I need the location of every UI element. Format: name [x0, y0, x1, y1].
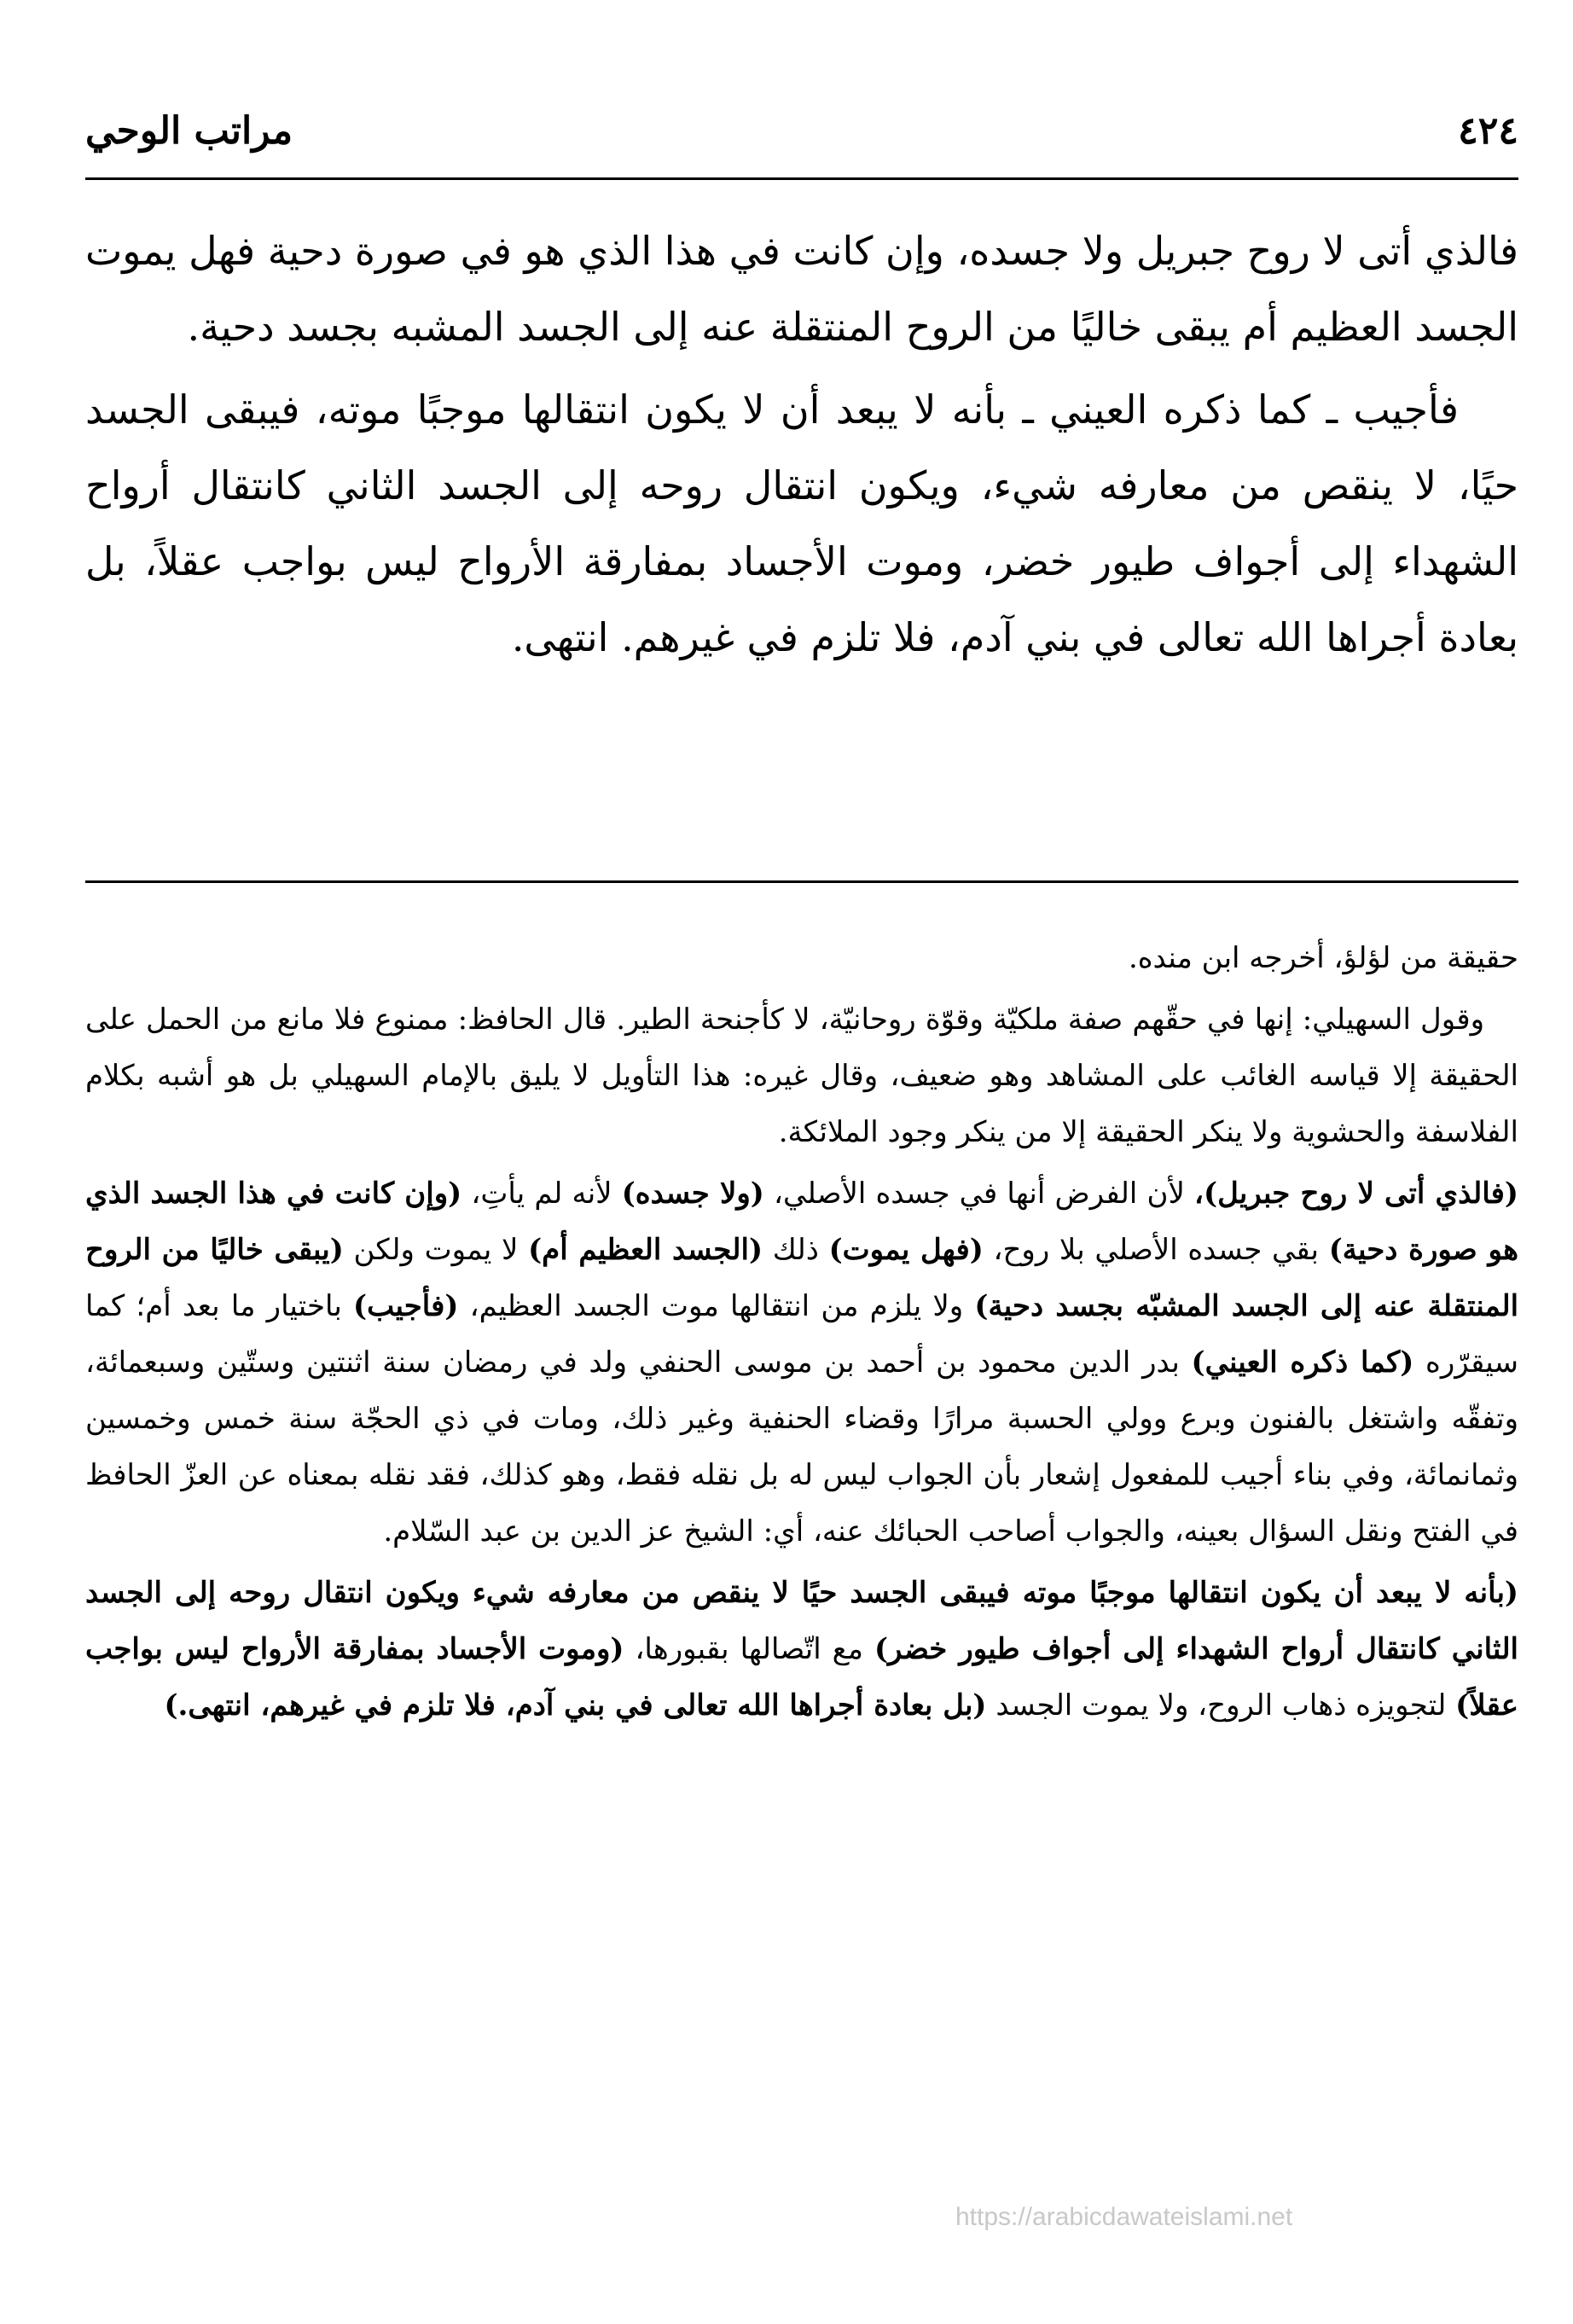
commentary-text: لا يموت ولكن [343, 1233, 529, 1267]
commentary-text: لأن الفرض أنها في جسده الأصلي، [763, 1177, 1195, 1211]
page-number: ٤٢٤ [1458, 109, 1518, 153]
footnote-divider [85, 880, 1518, 883]
commentary-paragraph-3 [85, 1165, 1518, 1560]
commentary-text: ولا يلزم من انتقالها موت الجسد العظيم، [458, 1289, 975, 1323]
quoted-text: (وإن كانت في هذا الجسد الذي هو صورة دحية) [85, 1177, 1519, 1267]
quoted-text: (فالذي أتى لا روح جبريل)، [1194, 1177, 1518, 1211]
commentary-text: بقي جسده الأصلي بلا روح، [983, 1233, 1329, 1267]
header-rule [85, 177, 1518, 180]
quoted-text: (فأجيب) [353, 1289, 459, 1323]
commentary-text: مع اتّصالها بقبورها، [624, 1632, 874, 1666]
quoted-text: (بأنه لا يبعد أن يكون انتقالها موجبًا موته فيبقى الجسد حيًا لا ينقص من معارفه شيء ويكون انتقال روحه إلى الجسد الثاني كانتقال أرواح الشهداء إلى أجواف طيور خضر) [85, 1576, 1518, 1666]
main-text [85, 213, 1518, 676]
commentary-paragraph-4 [85, 1565, 1518, 1734]
commentary-text: بدر الدين محمود بن أحمد بن موسى الحنفي ولد في رمضان سنة اثنتين وستّين وسبعمائة، وتفقّه واشتغل بالفنون وبرع وولي الحسبة مرارًا وقضاء الحنفية وغير ذلك، ومات في ذي الحجّة سنة خمس وخمسين وثمانمائة، وفي بناء أجيب للمفعول إشعار بأن الجواب ليس له بل نقله فقط، وهو كذلك، فقد نقله بمعناه عن العزّ الحافظ في الفتح ونقل السؤال بعينه، والجواب أصاحب الحبائك عنه، أي: الشيخ عز الدين بن عبد السّلام. [85, 1345, 1518, 1548]
quoted-text: (يبقى خاليًا من الروح المنتقلة عنه إلى الجسد المشبّه بجسد دحية) [85, 1233, 1519, 1323]
running-header [85, 101, 1518, 169]
commentary-paragraph-2: وقول السهيلي: إنها في حقّهم صفة ملكيّة وقوّة روحانيّة، لا كأجنحة الطير. قال الحافظ: ممنوع فلا مانع من الحمل على الحقيقة إلا قياسه الغائب على المشاهد وهو ضعيف، وقال غيره: هذا التأويل لا يليق بالإمام السهيلي بل هو أشبه بكلام الفلاسفة والحشوية ولا ينكر الحقيقة إلا من ينكر وجود الملائكة. [85, 1002, 1518, 1149]
quoted-text: (فهل يموت) [828, 1233, 984, 1267]
quoted-text: (كما ذكره العيني) [1191, 1345, 1414, 1380]
commentary [85, 930, 1518, 1739]
quoted-text: (بل بعادة أجراها الله تعالى في بني آدم، فلا تلزم في غيرهم، انتهى.) [164, 1688, 987, 1723]
running-title: مراتب الوحي [85, 109, 293, 153]
commentary-text: لأنه لم يأتِ، [461, 1177, 622, 1211]
main-paragraph-1: فالذي أتى لا روح جبريل ولا جسده، وإن كانت في هذا الذي هو في صورة دحية فهل يموت الجسد العظيم أم يبقى خاليًا من الروح المنتقلة عنه إلى الجسد المشبه بجسد دحية. [85, 228, 1518, 350]
book-page [85, 0, 1518, 2324]
commentary-text: ذلك [763, 1233, 829, 1267]
watermark-url: https://arabicdawateislami.net [955, 2203, 1293, 2231]
commentary-text: باختيار ما بعد أم؛ كما سيقرّره [85, 1289, 1518, 1380]
quoted-text: (ولا جسده) [621, 1177, 764, 1211]
main-paragraph-2: فأجيب ـ كما ذكره العيني ـ بأنه لا يبعد أن لا يكون انتقالها موجبًا موته، فيبقى الجسد حيًا، لا ينقص من معارفه شيء، ويكون انتقال روحه إلى الجسد الثاني كانتقال أرواح الشهداء إلى أجواف طيور خضر، وموت الأجساد بمفارقة الأرواح ليس بواجب عقلاً، بل بعادة أجراها الله تعالى في بني آدم، فلا تلزم في غيرهم. انتهى. [85, 386, 1518, 660]
commentary-paragraph-1: حقيقة من لؤلؤ، أخرجه ابن منده. [1128, 941, 1518, 975]
commentary-text: لتجويزه ذهاب الروح، ولا يموت الجسد [986, 1688, 1456, 1723]
quoted-text: (وموت الأجساد بمفارقة الأرواح ليس بواجب عقلاً) [85, 1632, 1518, 1723]
quoted-text: (الجسد العظيم أم) [528, 1233, 763, 1267]
